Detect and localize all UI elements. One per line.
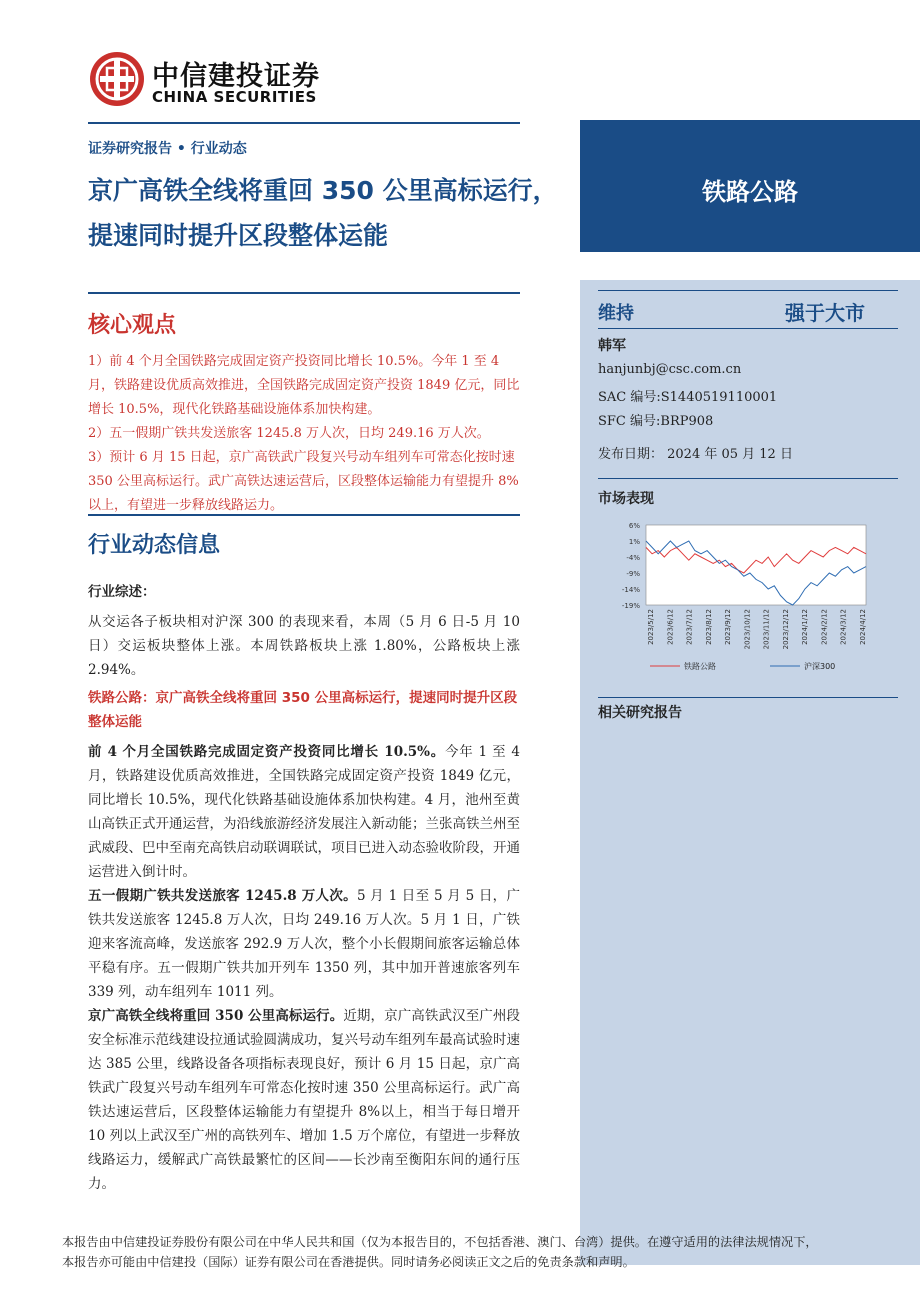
- publish-date: 发布日期： 2024 年 05 月 12 日: [598, 447, 793, 462]
- legend-label: 铁路公路: [684, 662, 716, 671]
- summary-text: 从交运各子板块相对沪深 300 的表现来看，本周（5 月 6 日-5 月 10 日）交运板块整体上涨。本周铁路板块上涨 1.80%，公路板块上涨 2.94%。: [88, 614, 520, 678]
- y-tick-label: -14%: [621, 586, 640, 594]
- summary-label: 行业综述：: [88, 584, 156, 600]
- core-point: 3）预计 6 月 15 日起，京广高铁武广段复兴号动车组列车可常态化按时速 350 公里高标运行。武广高铁达速运营后，区段整体运输能力有望提升 8%以上，有望进一步释放线路运力。: [88, 450, 519, 513]
- analyst-name: 韩军: [598, 338, 626, 354]
- x-tick-label: 2023/12/12: [781, 609, 790, 650]
- sidebar-rule: [598, 697, 898, 698]
- y-tick-label: 1%: [628, 538, 640, 546]
- x-tick-label: 2023/9/12: [724, 609, 733, 645]
- paragraph-text: 近期，京广高铁武汉至广州段安全标准示范线建设拉通试验圆满成功，复兴号动车组列车最高试验时速达 385 公里，线路设备各项指标表现良好，预计 6 月 15 日起，京广高铁武广段复兴号动车组列车可常态化按时速 350 公里高标运行。武广高铁达速运营后，区段整体运输能力有望提升 8%以上，相当于每日增开 10 列以上武汉至广州的高铁列车、增加 1.5 万个席位，有望进一步释放线路运力，缓解武广高铁最繁忙的区间——长沙南至衡阳东间的通行压力。: [88, 1008, 520, 1192]
- x-tick-label: 2024/2/12: [820, 609, 829, 645]
- paragraph: [88, 884, 520, 1004]
- x-tick-label: 2023/6/12: [666, 609, 675, 645]
- legend-label: 沪深300: [804, 662, 836, 671]
- logo-name-cn: 中信建投证券: [152, 61, 320, 92]
- industry-heading: 行业动态信息: [88, 533, 221, 558]
- paragraph: [88, 740, 520, 884]
- x-tick-label: 2023/8/12: [704, 609, 713, 645]
- core-point: 1）前 4 个月全国铁路完成固定资产投资同比增长 10.5%。今年 1 至 4 月，铁路建设优质高效推进，全国铁路完成固定资产投资 1849 亿元，同比增长 10.5%，现代化铁路基础设施体系加快构建。: [88, 354, 520, 417]
- paragraph-text: 今年 1 至 4 月，铁路建设优质高效推进，全国铁路完成固定资产投资 1849 亿元，同比增长 10.5%，现代化铁路基础设施体系加快构建。4 月，池州至黄山高铁正式开通运营，为沿线旅游经济发展注入新动能；兰张高铁兰州至武威段、巴中至南充高铁启动联调联试，项目已进入动态验收阶段，开通运营进入倒计时。: [88, 744, 520, 880]
- csc-logo-icon: [88, 50, 146, 108]
- paragraph-lead: 前 4 个月全国铁路完成固定资产投资同比增长 10.5%。: [88, 744, 445, 760]
- x-tick-label: 2024/4/12: [859, 609, 867, 645]
- core-views-heading: 核心观点: [88, 313, 177, 338]
- paragraph-text: 5 月 1 日至 5 月 5 日，广铁共发送旅客 1245.8 万人次，日均 249.16 万人次。5 月 1 日，广铁迎来客流高峰，发送旅客 292.9 万人次，整个小长假期间旅客运输总体平稳有序。五一假期广铁共加开列车 1350 列，其中加开普速旅客列车 339 列，动车组列车 1011 列。: [88, 888, 520, 1000]
- report-type: 证券研究报告 • 行业动态: [88, 141, 247, 157]
- y-tick-label: -9%: [626, 570, 640, 578]
- sector-name: 铁路公路: [702, 178, 798, 206]
- paragraph-lead: 五一假期广铁共发送旅客 1245.8 万人次。: [88, 888, 357, 904]
- x-tick-label: 2024/1/12: [801, 609, 810, 645]
- market-title: 市场表现: [598, 491, 654, 507]
- y-tick-label: -19%: [621, 602, 640, 610]
- y-tick-label: 6%: [628, 522, 640, 530]
- sidebar-rule: [598, 328, 898, 329]
- paragraph-lead: 京广高铁全线将重回 350 公里高标运行。: [88, 1008, 344, 1024]
- sfc-number: SFC 编号:BRP908: [598, 414, 714, 429]
- disclaimer-line: 本报告亦可能由中信建投（国际）证券有限公司在香港提供。同时请务必阅读正文之后的免责条款和声明。: [62, 1255, 635, 1269]
- x-tick-label: 2023/10/12: [743, 609, 752, 650]
- title-rule: [88, 292, 520, 294]
- analyst-email: hanjunbj@csc.com.cn: [598, 362, 742, 377]
- sidebar-rule: [598, 478, 898, 479]
- market-chart: [598, 515, 898, 680]
- sidebar-rule: [598, 290, 898, 291]
- report-title: 京广高铁全线将重回 350 公里高标运行，提速同时提升区段整体运能: [88, 176, 558, 250]
- rating: 强于大市: [785, 301, 865, 325]
- disclaimer-line: 本报告由中信建投证券股份有限公司在中华人民共和国（仅为本报告目的，不包括香港、澳门、台湾）提供。在遵守适用的法律法规情况下，: [62, 1235, 818, 1249]
- sac-number: SAC 编号:S1440519110001: [598, 390, 778, 405]
- company-logo: [88, 50, 328, 112]
- paragraph: [88, 1004, 520, 1196]
- rating-action: 维持: [598, 303, 634, 324]
- disclaimer: [62, 1232, 912, 1272]
- core-views-list: [88, 350, 520, 518]
- related-reports-title: 相关研究报告: [598, 705, 682, 721]
- x-tick-label: 2024/3/12: [839, 609, 848, 645]
- y-tick-label: -4%: [626, 554, 640, 562]
- plot-area: [646, 525, 866, 605]
- logo-name-en: CHINA SECURITIES: [152, 88, 317, 106]
- x-tick-label: 2023/5/12: [647, 609, 655, 645]
- x-tick-label: 2023/11/12: [762, 609, 771, 650]
- core-point: 2）五一假期广铁共发送旅客 1245.8 万人次，日均 249.16 万人次。: [88, 426, 490, 441]
- header-rule: [88, 122, 520, 124]
- section-rule: [88, 514, 520, 516]
- x-tick-label: 2023/7/12: [685, 609, 694, 645]
- section-title: 铁路公路：京广高铁全线将重回 350 公里高标运行，提速同时提升区段整体运能: [88, 690, 518, 730]
- sector-box: [580, 120, 920, 252]
